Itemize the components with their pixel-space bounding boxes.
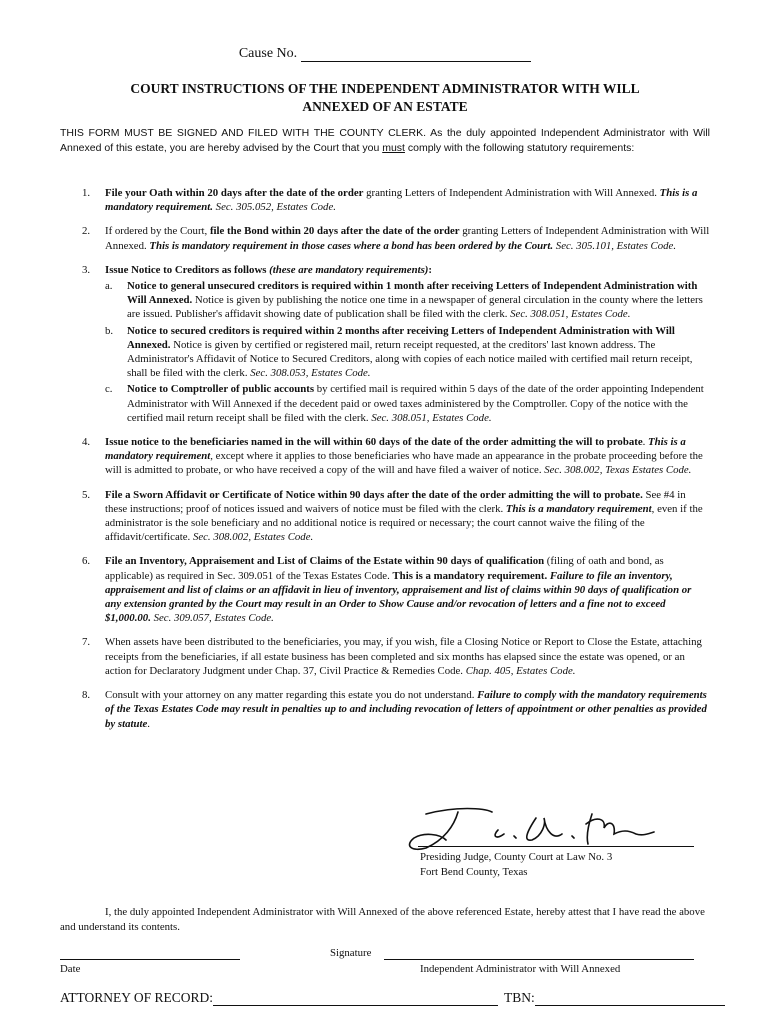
item-text: . — [147, 717, 150, 730]
item-text: See #4 in these instructions; proof of notices issued and waivers of notice must be filed with the clerk. — [105, 488, 686, 515]
item-text: granting Letters of Independent Administration with Will Annexed. — [105, 225, 710, 252]
judge-county: Fort Bend County, Texas — [420, 865, 528, 878]
attestation-paragraph: I, the duly appointed Independent Administrator with Will Annexed of the above referenced Estate, hereby attest that I have read the above and understand its contents. — [60, 906, 705, 933]
item-bold-italic: (these are mandatory requirements) — [269, 263, 429, 276]
item-text: by certified mail is required within 5 days of the date of the order appointing Independent Administrator with Will Annexed if the decedent paid or owed taxes administered by the Comptroller. Copy of the notice with the certified mail return receipt shall be filed with the clerk. — [127, 383, 704, 424]
instruction-list — [60, 186, 710, 741]
item-text: Notice is given by certified or registered mail, return receipt requested, at the creditors' last known address. The Administrator's Affidavit of Notice to Secured Creditors, along with copies of each notice mailed with certified mail return receipt, shall be filed with the clerk. — [127, 338, 693, 380]
item-citation: Sec. 308.051, Estates Code. — [371, 411, 492, 424]
item-text: If ordered by the Court, — [105, 225, 210, 238]
item-citation: Sec. 305.052, Estates Code. — [212, 201, 336, 214]
item-bold: This is a mandatory requirement. — [392, 569, 548, 582]
judge-block — [420, 850, 612, 879]
item-bold: File an Inventory, Appraisement and List of Claims of the Estate within 90 days of qualification — [105, 555, 545, 568]
item-number: 3. — [82, 263, 91, 276]
item-bold: Issue Notice to Creditors as follows — [105, 263, 267, 276]
item-bold: Notice to Comptroller of public accounts — [127, 383, 315, 396]
date-field[interactable] — [60, 959, 240, 960]
item-text: , even if the administrator is the sole beneficiary and no additional notice is required or necessary; the court cannot waive the filing of the affidavit/certificate. — [105, 502, 703, 544]
intro-text-end: comply with the following statutory requirements: — [404, 142, 635, 154]
sub-item-letter: a. — [105, 280, 113, 293]
item-citation: Sec. 308.002, Estates Code. — [192, 531, 314, 544]
item-bold: : — [428, 263, 432, 276]
instruction-item-3 — [60, 263, 710, 425]
item-citation: Chap. 405, Estates Code. — [465, 664, 576, 677]
attorney-field[interactable] — [213, 992, 498, 1006]
item-bold: File your Oath within 20 days after the date of the order — [105, 187, 364, 199]
item-bold-italic: Failure to file an inventory, appraisement and list of claims or an affidavit in lieu of inventory, appraisement and list of claims within 90 days of qualification or any extension granted by the Court may result in an Order to Show Cause and/or revocation of letters and a fine not to exceed $1,000.00. — [105, 569, 692, 625]
intro-text: THIS FORM MUST BE SIGNED AND FILED WITH THE COUNTY CLERK. As the duly appointed Independent Administrator with Will Annexed of this estate, you are hereby advised by the Court that you — [60, 127, 710, 154]
item-bold-italic: This is a mandatory requirement. — [105, 187, 698, 214]
tbn-label: TBN: — [504, 990, 535, 1005]
instruction-item-2 — [60, 224, 710, 252]
item-text: When assets have been distributed to the beneficiaries, you may, if you wish, file a Closing Notice or Report to Close the Estate, attaching receipts from the beneficiaries, if all estate business has been completed and six months has elapsed since the estate was opened, or an action for Declaratory Judgment under Chap. 37, Civil Practice & Remedies Code. — [105, 636, 702, 677]
item-bold: file the Bond within 20 days after the date of the order — [209, 225, 460, 238]
title-line-2: ANNEXED OF AN ESTATE — [302, 99, 468, 114]
instruction-item-7 — [60, 635, 710, 678]
sub-item-a — [105, 279, 710, 322]
item-bold-italic: Failure to comply with the mandatory requirements of the Texas Estates Code may result in penalties up to and including revocation of letters of appointment or other penalties as provided by statute — [105, 689, 707, 730]
item-citation: Sec. 305.101, Estates Code. — [553, 239, 677, 252]
page-title — [60, 80, 710, 116]
judge-signature-line — [418, 846, 694, 847]
cause-number — [0, 46, 770, 62]
judge-signature — [396, 800, 656, 856]
item-bold-italic: This is a mandatory requirement — [505, 502, 652, 515]
date-label: Date — [60, 963, 81, 975]
attorney-of-record-row — [60, 990, 725, 1006]
item-bold: Notice to secured creditors is required within 2 months after receiving Letters of Independent Administration with Will Annexed. — [127, 324, 675, 351]
signature-label: Signature — [330, 947, 372, 959]
item-number: 5. — [82, 488, 91, 501]
item-citation: Sec. 309.057, Estates Code. — [150, 612, 274, 625]
instruction-item-4 — [60, 435, 710, 478]
item-bold: Notice to general unsecured creditors is required within 1 month after receiving Letters of Independent Administration with Will Annexed. — [127, 280, 698, 307]
item-number: 2. — [82, 225, 91, 238]
item-number: 1. — [82, 187, 91, 199]
title-line-1: COURT INSTRUCTIONS OF THE INDEPENDENT ADMINISTRATOR WITH WILL — [130, 81, 640, 96]
cause-number-field[interactable] — [301, 47, 531, 62]
item-number: 8. — [82, 689, 91, 702]
cause-label: Cause No. — [238, 46, 298, 61]
item-text: granting Letters of Independent Administration with Will Annexed. — [363, 187, 660, 199]
attorney-label: ATTORNEY OF RECORD: — [60, 990, 214, 1005]
item-text: Notice is given by publishing the notice one time in a newspaper of general circulation in the county where the letters are issued. Publisher's affidavit showing date of publication shall be filed with the clerk. — [127, 294, 703, 321]
instruction-item-5 — [60, 488, 710, 545]
item-text: . — [642, 436, 646, 449]
intro-paragraph — [60, 126, 710, 156]
instruction-item-1 — [60, 186, 710, 214]
judge-title: Presiding Judge, County Court at Law No. 3 — [420, 851, 613, 863]
item-text: , except where it applies to those beneficiaries who have made an appearance in the probate proceeding before the will is admitted to probate, or who have received a copy of the will and have filed a waiver of notice. — [105, 450, 703, 477]
sub-item-letter: b. — [105, 324, 114, 337]
item-text: (filing of oath and bond, as applicable) as required in Sec. 309.051 of the Texas Estates Code. — [105, 555, 664, 582]
intro-must: must — [382, 142, 405, 154]
administrator-signature-field[interactable] — [384, 959, 694, 960]
item-citation: Sec. 308.051, Estates Code. — [510, 308, 631, 321]
item-bold: File a Sworn Affidavit or Certificate of Notice within 90 days after the date of the order admitting the will to probate. — [105, 488, 643, 501]
item-citation: Sec. 308.002, Texas Estates Code. — [544, 464, 692, 477]
item-text: Consult with your attorney on any matter regarding this estate you do not understand. — [105, 689, 478, 702]
item-citation: Sec. 308.053, Estates Code. — [250, 367, 371, 380]
item-bold-italic: This is mandatory requirement in those cases where a bond has been ordered by the Court. — [149, 239, 554, 252]
sub-item-c — [105, 382, 710, 425]
instruction-item-8 — [60, 688, 710, 731]
item-bold: Issue notice to the beneficiaries named in the will within 60 days of the date of the order admitting the will to probate — [105, 436, 643, 449]
sub-item-b — [105, 324, 710, 381]
item-number: 6. — [82, 555, 91, 568]
item-number: 7. — [82, 636, 91, 649]
instruction-item-6 — [60, 554, 710, 625]
administrator-label: Independent Administrator with Will Annexed — [420, 963, 621, 975]
item-bold-italic: This is a mandatory requirement — [105, 436, 686, 463]
item-number: 4. — [82, 436, 91, 449]
tbn-field[interactable] — [535, 992, 725, 1006]
sub-item-letter: c. — [105, 383, 113, 396]
